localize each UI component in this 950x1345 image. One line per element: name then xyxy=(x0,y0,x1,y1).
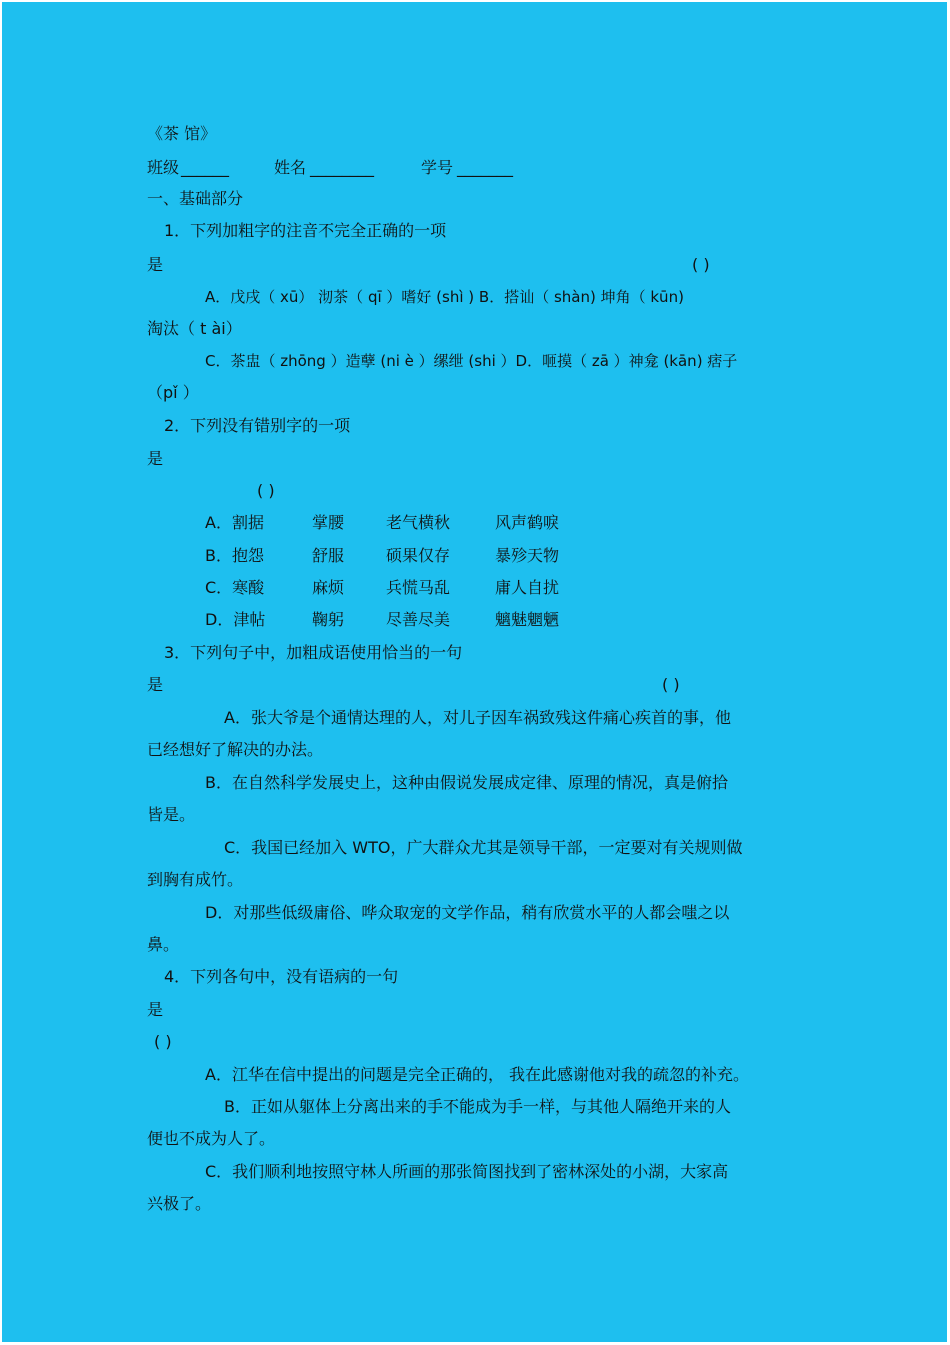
q2-stem: 2．下列没有错别字的一项 xyxy=(164,416,351,435)
q2-answer-paren: ( ) xyxy=(257,481,275,500)
q3-option-b: B．在自然科学发展史上，这种由假说发展成定律、原理的情况，真是俯拾 xyxy=(205,773,728,792)
q1-option-a-b: A．戊戌（ xū） 沏茶（ qī ）嗜好 (shì ) B．搭讪（ shàn) 坤角（ kūn) xyxy=(205,288,684,306)
q2-option-c-word4: 庸人自扰 xyxy=(495,578,560,597)
class-blank: ______ xyxy=(181,158,229,177)
q3-stem-end: 是 xyxy=(147,675,164,694)
q2-option-a-label: A．割据 xyxy=(205,513,264,532)
q3-option-c-cont: 到胸有成竹。 xyxy=(147,870,244,889)
q2-option-a-word2: 掌腰 xyxy=(312,513,345,532)
q4-stem: 4．下列各句中，没有语病的一句 xyxy=(164,967,399,986)
q2-option-b-label: B．抱怨 xyxy=(205,546,264,565)
q4-option-a: A．江华在信中提出的问题是完全正确的， 我在此感谢他对我的疏忽的补充。 xyxy=(205,1065,750,1084)
q3-option-c: C．我国已经加入 WTO，广大群众尤其是领导干部，一定要对有关规则做 xyxy=(224,838,743,857)
q4-answer-paren: ( ) xyxy=(154,1032,172,1051)
q2-option-d-word3: 尽善尽美 xyxy=(386,610,451,629)
name-blank: ________ xyxy=(310,158,374,177)
document-title: 《茶 馆》 xyxy=(147,124,217,143)
q3-option-b-cont: 皆是。 xyxy=(147,805,196,824)
q4-stem-end: 是 xyxy=(147,1000,164,1019)
q4-option-b: B．正如从躯体上分离出来的手不能成为手一样，与其他人隔绝开来的人 xyxy=(224,1097,731,1116)
section-heading: 一、基础部分 xyxy=(147,189,244,208)
student-id-label: 学号 xyxy=(421,158,454,177)
q2-option-a-word4: 风声鹤唳 xyxy=(495,513,560,532)
q2-option-b-word2: 舒服 xyxy=(312,546,345,565)
q2-stem-end: 是 xyxy=(147,449,164,468)
q2-option-d-label: D．津帖 xyxy=(205,610,266,629)
q1-option-b-cont: 淘汰（ t ài） xyxy=(147,319,242,338)
q1-option-c-d: C．茶盅（ zhōng ）造孽 (ni è ）缧绁 (shi ）D．咂摸（ zā ）神龛 (kān) 痞子 xyxy=(205,352,738,370)
class-label: 班级 xyxy=(147,158,180,177)
q3-option-a-cont: 已经想好了解决的办法。 xyxy=(147,740,324,759)
q4-option-b-cont: 便也不成为人了。 xyxy=(147,1129,276,1148)
q2-option-d-word4: 魑魅魍魉 xyxy=(495,610,560,629)
document-page xyxy=(2,2,947,1342)
q3-option-d-cont: 鼻。 xyxy=(147,935,180,954)
q1-answer-paren: ( ) xyxy=(692,255,710,274)
q1-option-d-cont: （pǐ ） xyxy=(147,383,199,402)
q3-option-a: A．张大爷是个通情达理的人，对儿子因车祸致残这件痛心疾首的事，他 xyxy=(224,708,731,727)
q2-option-c-word3: 兵慌马乱 xyxy=(386,578,451,597)
q2-option-c-label: C．寒酸 xyxy=(205,578,265,597)
q3-stem: 3．下列句子中，加粗成语使用恰当的一句 xyxy=(164,643,463,662)
q4-option-c-cont: 兴极了。 xyxy=(147,1194,212,1213)
q1-stem-end: 是 xyxy=(147,255,164,274)
q4-option-c: C．我们顺利地按照守林人所画的那张简图找到了密林深处的小湖，大家高 xyxy=(205,1162,729,1181)
q2-option-d-word2: 鞠躬 xyxy=(312,610,345,629)
q2-option-b-word3: 硕果仅存 xyxy=(386,546,451,565)
name-label: 姓名 xyxy=(274,158,307,177)
q2-option-c-word2: 麻烦 xyxy=(312,578,345,597)
q3-option-d: D．对那些低级庸俗、哗众取宠的文学作品，稍有欣赏水平的人都会嗤之以 xyxy=(205,903,730,922)
q2-option-a-word3: 老气横秋 xyxy=(386,513,451,532)
q3-answer-paren: ( ) xyxy=(662,675,680,694)
q2-option-b-word4: 暴殄天物 xyxy=(495,546,560,565)
student-id-blank: _______ xyxy=(457,158,513,177)
q1-stem: 1．下列加粗字的注音不完全正确的一项 xyxy=(164,221,447,240)
